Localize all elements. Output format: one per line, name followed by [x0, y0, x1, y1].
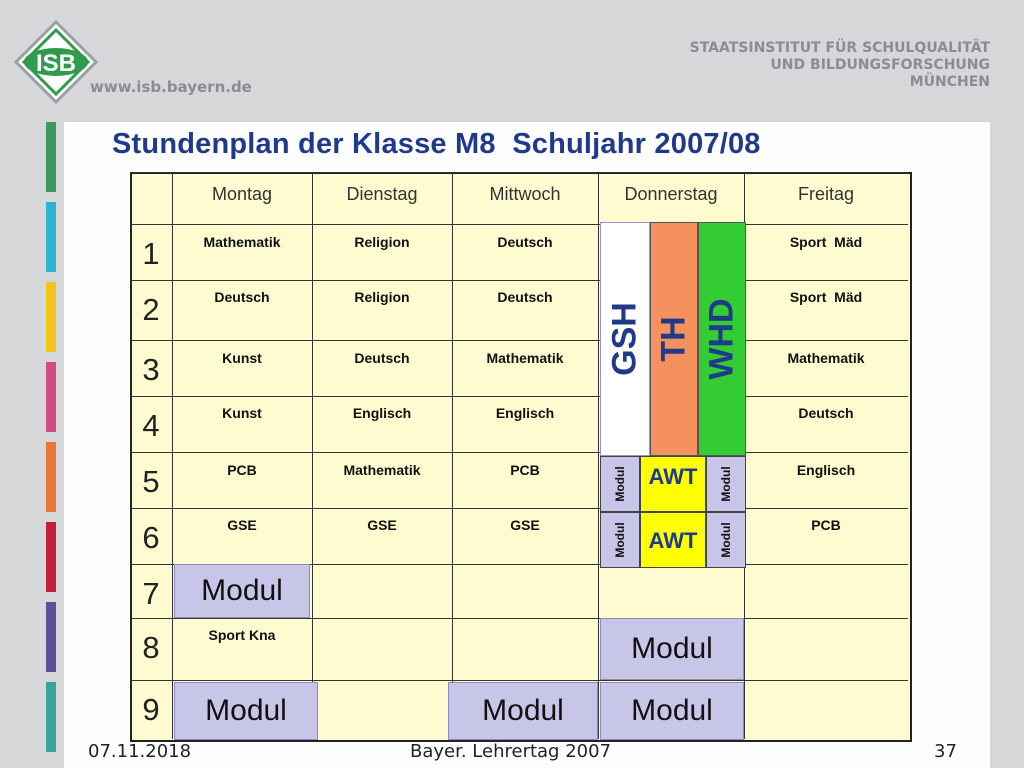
subject-cell: Kunst: [222, 405, 262, 421]
isb-url: www.isb.bayern.de: [90, 78, 252, 96]
period-number: 7: [142, 576, 160, 611]
subject-cell: GSE: [510, 517, 540, 533]
subject-cell: Mathematik: [343, 462, 421, 478]
svg-text:ISB: ISB: [35, 50, 77, 77]
awt-label: AWT: [648, 464, 698, 489]
day-header-freitag: Freitag: [797, 184, 855, 204]
table-row-header: [130, 172, 908, 225]
modul-small-block: [706, 512, 746, 568]
table-row: [130, 224, 908, 281]
decor-stripe: [46, 362, 56, 432]
footer-date: 07.11.2018: [88, 741, 192, 762]
subject-cell: Englisch: [352, 405, 412, 421]
modul-small-label: Modul: [719, 522, 733, 558]
modul-block: Modul: [174, 564, 310, 618]
awt-label: AWT: [648, 528, 698, 553]
subject-cell: Englisch: [796, 462, 856, 478]
subject-cell: Sport Mäd: [789, 234, 863, 250]
period-number: 3: [142, 352, 160, 387]
whd-label: WHD: [702, 298, 741, 380]
period-number: 4: [142, 408, 160, 443]
day-header-donnerstag: Donnerstag: [624, 184, 718, 204]
day-header-mittwoch: Mittwoch: [489, 184, 561, 204]
subject-cell: Kunst: [222, 350, 262, 366]
day-header-dienstag: Dienstag: [346, 184, 418, 204]
period-number: 2: [142, 292, 160, 327]
modul-small-label: Modul: [613, 466, 627, 502]
subject-cell: Deutsch: [354, 350, 410, 366]
subject-cell: PCB: [811, 517, 841, 533]
period-number: 9: [142, 692, 160, 727]
period-number: 1: [142, 236, 160, 271]
footer-event: Bayer. Lehrertag 2007: [410, 741, 612, 762]
decor-stripe: [46, 522, 56, 592]
subject-cell: Mathematik: [787, 350, 865, 366]
modul-block: Modul: [448, 682, 598, 740]
subject-cell: Sport Mäd: [789, 289, 863, 305]
institute-name: [690, 40, 990, 91]
modul-small-block: [600, 512, 640, 568]
th-block: [650, 222, 698, 456]
period-number: 8: [142, 630, 160, 665]
footer-page-number: 37: [934, 741, 957, 762]
decor-stripe: [46, 122, 56, 192]
decor-stripe: [46, 602, 56, 672]
th-label: TH: [654, 316, 693, 362]
modul-small-label: Modul: [719, 466, 733, 502]
timetable: [130, 172, 910, 740]
period-number: 6: [142, 520, 160, 555]
awt-block: [640, 512, 706, 568]
period-number: 5: [142, 464, 160, 499]
subject-cell: PCB: [510, 462, 540, 478]
subject-cell: Deutsch: [497, 289, 553, 305]
table-row: [130, 340, 908, 397]
subject-cell: Sport Kna: [208, 627, 276, 643]
decor-stripe: [46, 682, 56, 752]
institute-line-2: UND BILDUNGSFORSCHUNG: [770, 57, 990, 73]
subject-cell: Deutsch: [798, 405, 854, 421]
subject-cell: Mathematik: [203, 234, 281, 250]
isb-logo: [14, 20, 98, 104]
modul-block: Modul: [600, 618, 744, 680]
gsh-label: GSH: [605, 302, 644, 376]
slide-title: Stundenplan der Klasse M8 Schuljahr 2007/08: [112, 128, 761, 160]
decor-stripe: [46, 202, 56, 272]
subject-cell: Englisch: [495, 405, 555, 421]
modul-small-block: [600, 456, 640, 512]
modul-small-label: Modul: [613, 522, 627, 558]
gsh-block: [600, 222, 650, 456]
institute-line-3: MÜNCHEN: [909, 74, 990, 90]
modul-block: Modul: [600, 682, 744, 740]
subject-cell: Religion: [354, 234, 410, 250]
subject-cell: Mathematik: [486, 350, 564, 366]
decor-stripe: [46, 282, 56, 352]
institute-line-1: STAATSINSTITUT FÜR SCHULQUALITÄT: [689, 40, 990, 56]
decor-stripe: [46, 442, 56, 512]
subject-cell: PCB: [227, 462, 257, 478]
whd-block: [698, 222, 746, 456]
subject-cell: GSE: [227, 517, 257, 533]
subject-cell: Religion: [354, 289, 410, 305]
day-header-montag: Montag: [211, 184, 273, 204]
modul-small-block: [706, 456, 746, 512]
subject-cell: Deutsch: [214, 289, 270, 305]
subject-cell: Deutsch: [497, 234, 553, 250]
subject-cell: GSE: [367, 517, 397, 533]
awt-block: [640, 456, 706, 512]
modul-block: Modul: [174, 682, 318, 740]
table-row: [130, 452, 908, 509]
